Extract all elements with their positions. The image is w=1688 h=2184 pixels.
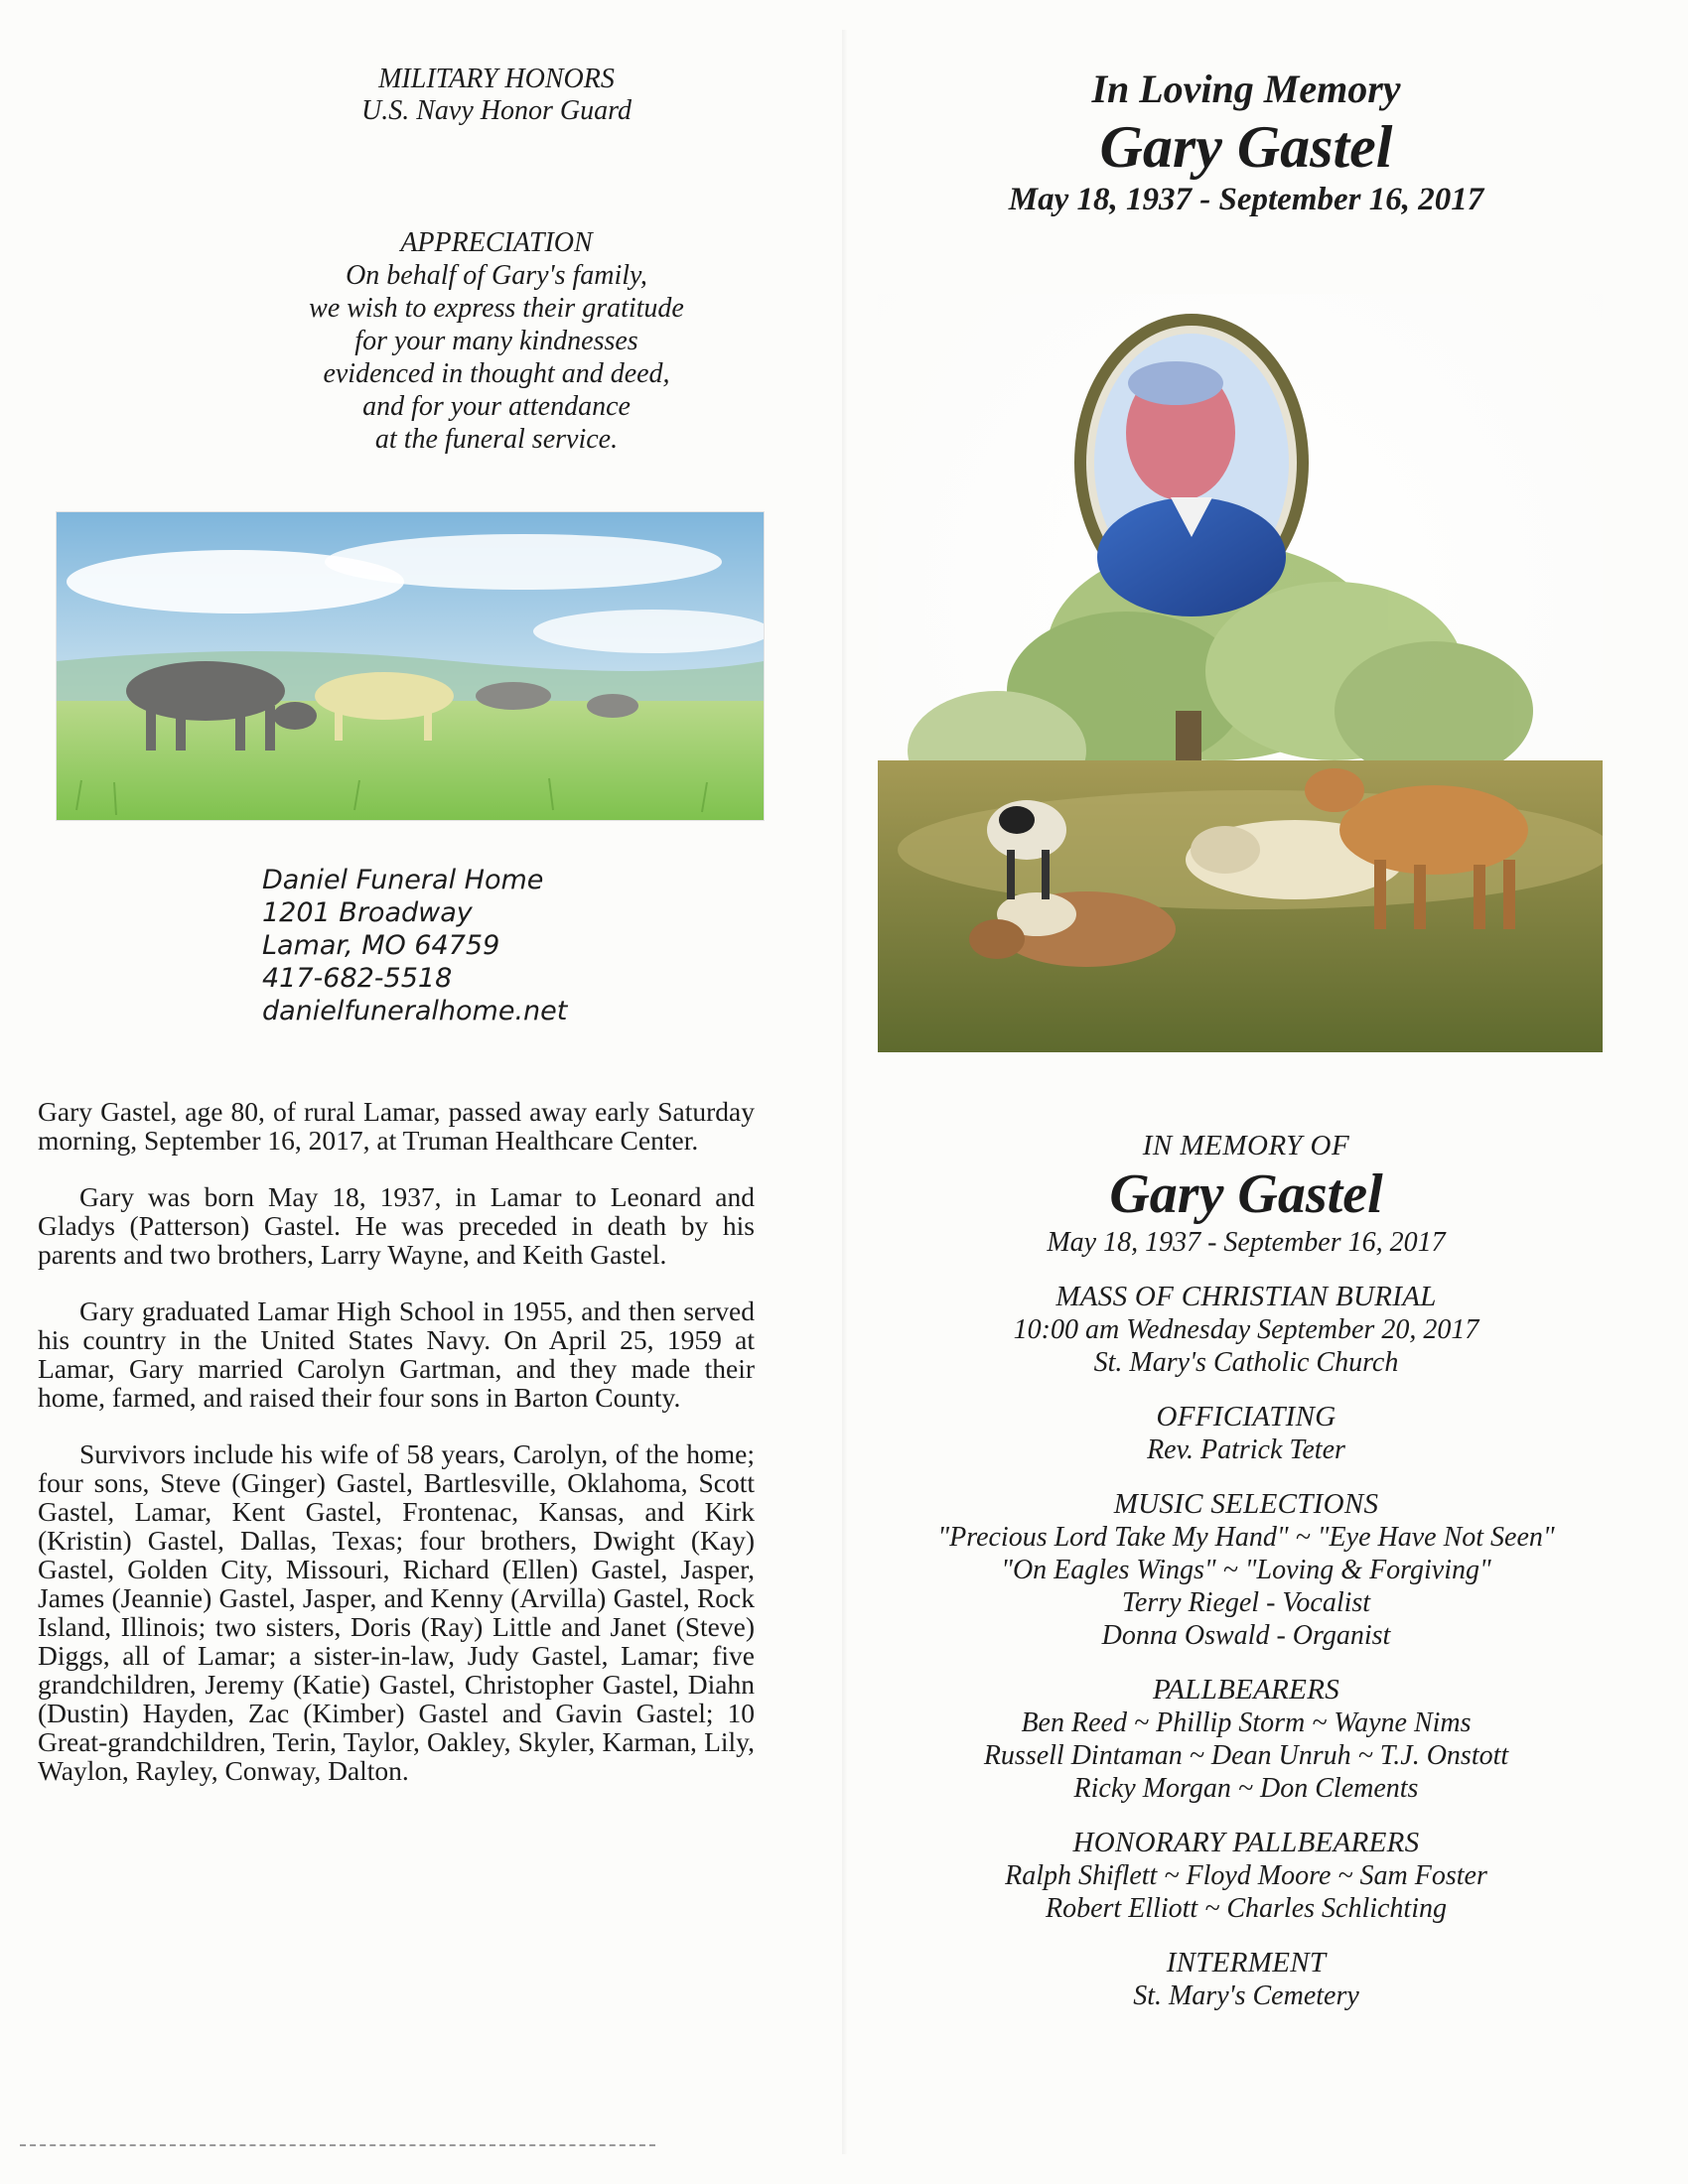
cover-intro: In Loving Memory [1091, 67, 1401, 111]
honorary-line: Robert Elliott ~ Charles Schlichting [1045, 1893, 1447, 1924]
cover-dates: May 18, 1937 - September 16, 2017 [1008, 182, 1484, 217]
funeral-home-address: 1201 Broadway [262, 897, 473, 928]
cover-portrait-landscape [878, 294, 1603, 1052]
fold-line [842, 30, 848, 2154]
appreciation-line: On behalf of Gary's family, [346, 260, 647, 291]
funeral-home-info [199, 864, 695, 1027]
mass-time: 10:00 am Wednesday September 20, 2017 [1013, 1314, 1479, 1345]
cover-illustration [878, 294, 1603, 1052]
memory-dates: May 18, 1937 - September 16, 2017 [1047, 1227, 1446, 1258]
interment-place: St. Mary's Cemetery [1133, 1980, 1359, 2011]
cover-name: Gary Gastel [1099, 114, 1393, 180]
honorary-title: HONORARY PALLBEARERS [1072, 1827, 1420, 1858]
pallbearers-title: PALLBEARERS [1152, 1674, 1340, 1706]
music-line: "Precious Lord Take My Hand" ~ "Eye Have Not Seen" [937, 1522, 1555, 1553]
music-line: Donna Oswald - Organist [1101, 1620, 1391, 1651]
interment-title: INTERMENT [1166, 1947, 1327, 1979]
military-honors-subtitle: U.S. Navy Honor Guard [361, 95, 632, 126]
appreciation-line: we wish to express their gratitude [309, 293, 684, 324]
mass-place: St. Mary's Catholic Church [1093, 1347, 1399, 1378]
memory-heading: IN MEMORY OF [1142, 1130, 1350, 1161]
appreciation-line: for your many kindnesses [354, 326, 638, 356]
military-honors-section [228, 64, 765, 127]
music-line: "On Eagles Wings" ~ "Loving & Forgiving" [1001, 1555, 1491, 1585]
music-line: Terry Riegel - Vocalist [1121, 1587, 1371, 1618]
obituary-paragraph: Gary was born May 18, 1937, in Lamar to Leonard and Gladys (Patterson) Gastel. He was preceded in death by his parents and two brothers, Larry Wayne, and Keith Gastel. [38, 1181, 755, 1270]
appreciation-line: and for your attendance [362, 391, 631, 422]
appreciation-title: APPRECIATION [400, 227, 593, 258]
music-title: MUSIC SELECTIONS [1113, 1488, 1379, 1520]
honorary-line: Ralph Shiflett ~ Floyd Moore ~ Sam Foster [1005, 1860, 1487, 1891]
obituary-paragraph: Gary Gastel, age 80, of rural Lamar, passed away early Saturday morning, September 16, 2017, at Truman Healthcare Center. [38, 1096, 755, 1156]
funeral-home-phone: 417-682-5518 [262, 963, 453, 994]
pallbearers-line: Ben Reed ~ Phillip Storm ~ Wayne Nims [1021, 1707, 1472, 1738]
appreciation-line: evidenced in thought and deed, [323, 358, 670, 389]
obituary-paragraph: Gary graduated Lamar High School in 1955, and then served his country in the United States Navy. On April 25, 1959 at Lamar, Gary married Carolyn Gartman, and they made their home, farmed, and raised their four sons in Barton County. [38, 1296, 755, 1413]
pallbearers-line: Russell Dintaman ~ Dean Unruh ~ T.J. Onstott [983, 1740, 1509, 1771]
funeral-home-name: Daniel Funeral Home [262, 865, 544, 895]
military-honors-title: MILITARY HONORS [378, 64, 615, 94]
appreciation-line: at the funeral service. [374, 424, 619, 455]
funeral-home-website[interactable]: danielfuneralhome.net [262, 996, 568, 1026]
obituary-paragraph: Survivors include his wife of 58 years, Carolyn, of the home; four sons, Steve (Ginger) Gastel, Bartlesville, Oklahoma, Scott Gastel, Lamar, Kent Gastel, Frontenac, Kansas, and Kirk (Kristin) Gastel, Dallas, Texas; four brothers, Dwight (Kay) Gastel, Golden City, Missouri, Richard (Ellen) Gastel, Jasper, James (Jeannie) Gastel, Jasper, and Kenny (Arvilla) Gastel, Rock Island, Illinois; two sisters, Doris (Ray) Little and Janet (Steve) Diggs, all of Lamar; a sister-in-law, Judy Gastel, Lamar; five grandchildren, Jeremy (Katie) Gastel, Christopher Gastel, Diahn (Dustin) Hayden, Zac (Kimber) Gastel and Gavin Gastel; 10 Great-grandchildren, Terin, Taylor, Oakley, Skyler, Karman, Lily, Waylon, Rayley, Conway, Dalton. [38, 1438, 755, 1786]
appreciation-section [159, 226, 834, 456]
pasture-cows-image [56, 511, 765, 821]
memory-name: Gary Gastel [1109, 1163, 1383, 1225]
cover-header [894, 66, 1599, 218]
service-details [874, 1130, 1618, 2012]
obituary-text [38, 1097, 755, 1813]
officiating-name: Rev. Patrick Teter [1147, 1434, 1345, 1465]
mass-title: MASS OF CHRISTIAN BURIAL [1055, 1281, 1437, 1312]
pasture-illustration [57, 512, 764, 820]
funeral-home-city: Lamar, MO 64759 [262, 930, 500, 961]
cut-line [20, 2144, 655, 2146]
pallbearers-line: Ricky Morgan ~ Don Clements [1073, 1773, 1419, 1804]
officiating-title: OFFICIATING [1156, 1401, 1336, 1433]
